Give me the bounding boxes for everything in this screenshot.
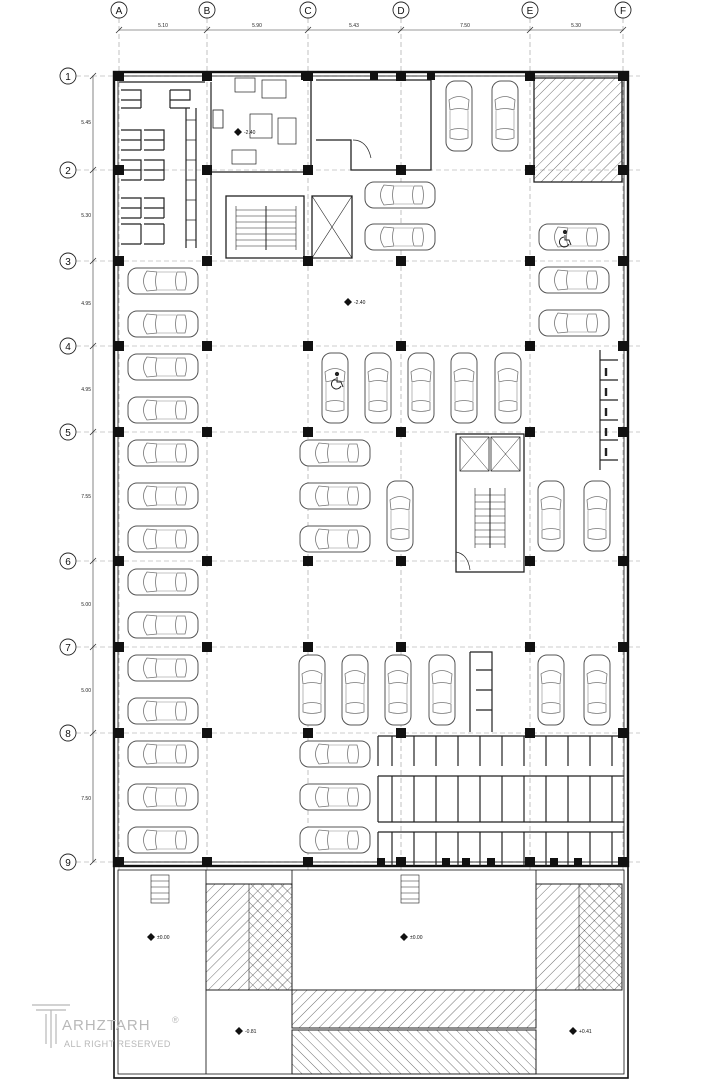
hatched-void bbox=[534, 78, 622, 182]
parked-car bbox=[128, 784, 198, 810]
structural-column bbox=[525, 165, 535, 175]
row-label: 8 bbox=[65, 729, 71, 740]
structural-column bbox=[396, 642, 406, 652]
column-label: E bbox=[526, 6, 534, 17]
structural-column bbox=[396, 256, 406, 266]
column-bubble-c bbox=[300, 2, 316, 18]
structural-column bbox=[303, 642, 313, 652]
dimension-label: 5.43 bbox=[349, 23, 359, 29]
watermark-subtitle: ALL RIGHT RESERVED bbox=[64, 1039, 171, 1049]
row-label: 5 bbox=[65, 428, 71, 439]
row-bubble-1 bbox=[60, 68, 76, 84]
parked-car bbox=[128, 827, 198, 853]
column-labels bbox=[111, 2, 631, 18]
level-marker-icon bbox=[234, 128, 256, 136]
parked-car bbox=[300, 526, 370, 552]
structural-column bbox=[525, 728, 535, 738]
structural-column bbox=[618, 728, 628, 738]
row-dimensions bbox=[81, 73, 96, 865]
parked-car bbox=[299, 655, 325, 725]
parked-car bbox=[300, 483, 370, 509]
parked-car bbox=[128, 655, 198, 681]
parked-car bbox=[128, 440, 198, 466]
structural-column bbox=[114, 165, 124, 175]
structural-column bbox=[202, 556, 212, 566]
structural-column bbox=[303, 427, 313, 437]
parked-car bbox=[342, 655, 368, 725]
parked-car bbox=[300, 784, 370, 810]
structural-column bbox=[525, 341, 535, 351]
level-label: -2.40 bbox=[354, 300, 366, 306]
structural-column bbox=[525, 556, 535, 566]
level-marker-icon bbox=[400, 933, 423, 941]
row-bubble-4 bbox=[60, 338, 76, 354]
column-dimensions bbox=[116, 23, 626, 33]
structural-column bbox=[301, 72, 309, 80]
parked-car bbox=[322, 353, 348, 423]
row-label: 6 bbox=[65, 557, 71, 568]
structural-column bbox=[618, 341, 628, 351]
column-bubble-f bbox=[615, 2, 631, 18]
parked-car bbox=[365, 353, 391, 423]
parked-car bbox=[128, 483, 198, 509]
structural-column bbox=[396, 857, 406, 867]
structural-column bbox=[303, 728, 313, 738]
structural-column bbox=[618, 857, 628, 867]
structural-column bbox=[202, 71, 212, 81]
parked-car bbox=[128, 268, 198, 294]
entrance-zone bbox=[151, 870, 622, 1074]
structural-column bbox=[462, 858, 470, 866]
structural-column bbox=[396, 728, 406, 738]
parked-car bbox=[538, 655, 564, 725]
structural-column bbox=[525, 71, 535, 81]
row-label: 7 bbox=[65, 643, 71, 654]
structural-column bbox=[114, 341, 124, 351]
level-label: ±0.00 bbox=[410, 935, 423, 941]
structural-column bbox=[114, 71, 124, 81]
structural-column bbox=[487, 858, 495, 866]
structural-column bbox=[396, 71, 406, 81]
structural-column bbox=[525, 857, 535, 867]
structural-column bbox=[202, 642, 212, 652]
structural-column bbox=[202, 341, 212, 351]
dimension-label: 5.45 bbox=[81, 120, 91, 126]
row-bubble-3 bbox=[60, 253, 76, 269]
structural-column bbox=[377, 858, 385, 866]
row-label: 2 bbox=[65, 166, 71, 177]
parked-car bbox=[584, 655, 610, 725]
level-marker-icon bbox=[344, 298, 366, 306]
level-label: +0.41 bbox=[579, 1029, 592, 1035]
row-label: 1 bbox=[65, 72, 71, 83]
dimension-label: 5.90 bbox=[252, 23, 262, 29]
parked-car bbox=[365, 224, 435, 250]
parked-car bbox=[128, 569, 198, 595]
level-marker-icon bbox=[569, 1027, 592, 1035]
dimension-label: 7.55 bbox=[81, 494, 91, 500]
structural-column bbox=[550, 858, 558, 866]
dimension-label: 5.30 bbox=[571, 23, 581, 29]
structural-column bbox=[574, 858, 582, 866]
structural-column bbox=[114, 728, 124, 738]
dimension-label: 4.95 bbox=[81, 387, 91, 393]
structural-column bbox=[202, 427, 212, 437]
parked-car bbox=[495, 353, 521, 423]
dimension-label: 5.10 bbox=[158, 23, 168, 29]
parked-car bbox=[584, 481, 610, 551]
parked-car bbox=[128, 741, 198, 767]
stair-core-central bbox=[456, 434, 524, 572]
structural-column bbox=[442, 858, 450, 866]
structural-column bbox=[427, 72, 435, 80]
watermark-title: ARHZTARH bbox=[62, 1017, 151, 1034]
structural-column bbox=[618, 71, 628, 81]
parked-car bbox=[365, 182, 435, 208]
structural-column bbox=[303, 857, 313, 867]
row-bubble-8 bbox=[60, 725, 76, 741]
column-label: A bbox=[115, 6, 123, 17]
parked-car bbox=[300, 741, 370, 767]
structural-column bbox=[525, 427, 535, 437]
row-bubble-9 bbox=[60, 854, 76, 870]
row-label: 4 bbox=[65, 342, 71, 353]
parked-car bbox=[429, 655, 455, 725]
column-bubble-d bbox=[393, 2, 409, 18]
structural-column bbox=[618, 556, 628, 566]
parked-car bbox=[300, 440, 370, 466]
parked-car bbox=[538, 481, 564, 551]
parked-car bbox=[451, 353, 477, 423]
level-marker-icon bbox=[147, 933, 170, 941]
column-bubble-a bbox=[111, 2, 127, 18]
watermark-mark: ® bbox=[172, 1015, 180, 1025]
structural-column bbox=[114, 427, 124, 437]
column-bubble-e bbox=[522, 2, 538, 18]
structural-column bbox=[202, 857, 212, 867]
structural-column bbox=[114, 256, 124, 266]
structural-column bbox=[303, 256, 313, 266]
dimension-label: 4.95 bbox=[81, 301, 91, 307]
row-bubble-6 bbox=[60, 553, 76, 569]
parked-car bbox=[300, 827, 370, 853]
level-marker-icon bbox=[235, 1027, 257, 1035]
dimension-label: 5.30 bbox=[81, 213, 91, 219]
parked-car bbox=[385, 655, 411, 725]
row-label: 9 bbox=[65, 858, 71, 869]
level-label: -2.40 bbox=[244, 130, 256, 136]
dimension-label: 7.50 bbox=[81, 796, 91, 802]
structural-column bbox=[114, 556, 124, 566]
structural-column bbox=[114, 642, 124, 652]
structural-column bbox=[525, 256, 535, 266]
parked-car bbox=[446, 81, 472, 151]
parked-car bbox=[128, 526, 198, 552]
structural-column bbox=[202, 256, 212, 266]
dimension-label: 5.00 bbox=[81, 602, 91, 608]
structural-column bbox=[618, 642, 628, 652]
structural-column bbox=[202, 728, 212, 738]
column-bubble-b bbox=[199, 2, 215, 18]
column-label: F bbox=[619, 6, 627, 17]
structural-column bbox=[618, 165, 628, 175]
parked-car bbox=[128, 354, 198, 380]
service-room bbox=[211, 77, 431, 172]
stair-core-north bbox=[226, 196, 352, 258]
structural-column bbox=[396, 427, 406, 437]
row-bubble-5 bbox=[60, 424, 76, 440]
structural-column bbox=[303, 556, 313, 566]
watermark bbox=[32, 1005, 179, 1049]
parked-car bbox=[128, 612, 198, 638]
structural-column bbox=[618, 427, 628, 437]
structural-column bbox=[202, 165, 212, 175]
structural-column bbox=[370, 72, 378, 80]
parked-car bbox=[387, 481, 413, 551]
structural-column bbox=[396, 341, 406, 351]
parked-car bbox=[539, 310, 609, 336]
storage-units-east bbox=[600, 350, 618, 470]
structural-column bbox=[303, 165, 313, 175]
parked-car bbox=[539, 267, 609, 293]
row-labels bbox=[60, 68, 76, 870]
structural-column bbox=[396, 165, 406, 175]
structural-column bbox=[618, 256, 628, 266]
level-label: ±0.00 bbox=[157, 935, 170, 941]
dimension-label: 5.00 bbox=[81, 688, 91, 694]
structural-column bbox=[525, 642, 535, 652]
row-bubble-7 bbox=[60, 639, 76, 655]
parked-car bbox=[128, 698, 198, 724]
column-label: D bbox=[397, 6, 405, 17]
parking-spaces bbox=[128, 81, 610, 853]
dimension-label: 7.50 bbox=[460, 23, 470, 29]
column-label: C bbox=[304, 6, 312, 17]
level-label: -0.81 bbox=[245, 1029, 257, 1035]
parked-car bbox=[128, 397, 198, 423]
structural-column bbox=[396, 556, 406, 566]
structural-column bbox=[303, 341, 313, 351]
structural-column bbox=[114, 857, 124, 867]
parked-car bbox=[128, 311, 198, 337]
parked-car bbox=[539, 224, 609, 250]
row-label: 3 bbox=[65, 257, 71, 268]
parked-car bbox=[408, 353, 434, 423]
row-bubble-2 bbox=[60, 162, 76, 178]
parked-car bbox=[492, 81, 518, 151]
column-label: B bbox=[203, 6, 211, 17]
